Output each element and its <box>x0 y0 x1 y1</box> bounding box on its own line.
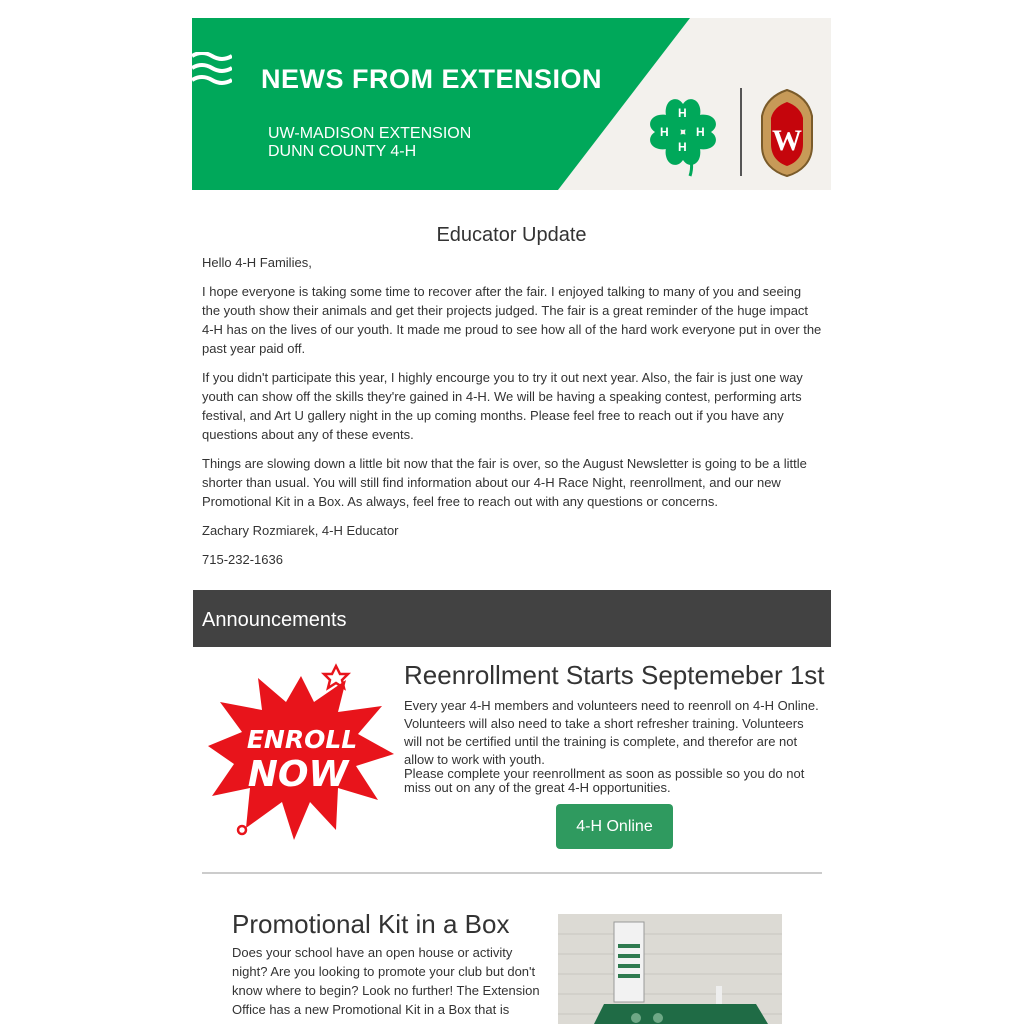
enroll-now-image <box>206 662 396 842</box>
svg-text:H: H <box>678 140 687 154</box>
banner-divider <box>740 88 742 176</box>
enroll-text: ENROLL <box>246 725 358 754</box>
reenrollment-body-1: Every year 4-H members and volunteers need to reenroll on 4-H Online. Volunteers will also need to take a short refresher training. Volunteers will not be certified until the training is complete, and therefor are not allow to work with youth. <box>404 698 819 767</box>
crest-letter: W <box>772 124 802 157</box>
section-divider <box>202 872 822 874</box>
reenrollment-body-2: Please complete your reenrollment as soon as possible so you do not miss out on any of the great 4-H opportunities. <box>404 766 805 795</box>
svg-text:H: H <box>696 125 705 139</box>
svg-text:H: H <box>660 125 669 139</box>
promo-kit-title: Promotional Kit in a Box <box>232 909 510 939</box>
four-h-clover-icon <box>640 88 726 178</box>
banner-subtitle-line1: UW-MADISON EXTENSION <box>268 125 472 142</box>
educator-update-title: Educator Update <box>436 224 587 246</box>
uw-crest-icon <box>757 88 817 178</box>
promo-kit-photo <box>558 914 782 1024</box>
banner-subtitle-line2: DUNN COUNTY 4-H <box>268 143 417 160</box>
waves-icon <box>192 52 232 92</box>
announcements-bar <box>193 590 831 647</box>
educator-paragraph-3: Things are slowing down a little bit now that the fair is over, so the August Newsletter is going to be a little shorter than usual. You will still find information about our 4-H Race Night, reenrollment, and our new Promotional Kit in a Box. As always, feel free to reach out with any questions or concerns. <box>202 456 807 509</box>
banner-title: NEWS FROM EXTENSION <box>261 64 603 94</box>
educator-paragraph-1: I hope everyone is taking some time to recover after the fair. I enjoyed talking to many of you and seeing the youth show their animals and get their projects judged. The fair is a great reminder of the huge impact 4-H has on the lives of our youth. It made me proud to see how all of the hard work everyone put in over the past year paid off. <box>202 284 822 356</box>
promo-photo-drawing <box>558 914 782 1024</box>
announcements-heading: Announcements <box>202 609 347 631</box>
greeting-text: Hello 4-H Families, <box>202 255 312 270</box>
promo-kit-body: Does your school have an open house or activity night? Are you looking to promote your club but don't know where to begin? Look no further! The Extension Office has a new Promotional Kit in a Box that is <box>232 945 540 1017</box>
four-h-online-button[interactable]: 4-H Online <box>556 804 673 849</box>
educator-paragraph-2: If you didn't participate this year, I highly encourge you to try it out next year. Also, the fair is just one way youth can show off the skills they're gained in 4-H. We will be having a speaking contest, performing arts festival, and Art U gallery night in the up coming months. Please feel free to reach out if you have any questions about any of these events. <box>202 370 803 442</box>
banner-green-shape <box>192 18 831 190</box>
reenrollment-title: Reenrollment Starts Septemeber 1st <box>404 660 825 690</box>
educator-signature: Zachary Rozmiarek, 4-H Educator <box>202 523 399 538</box>
educator-phone: 715-232-1636 <box>202 552 283 567</box>
header-banner <box>192 18 831 190</box>
now-text: NOW <box>247 754 349 795</box>
svg-text:H: H <box>678 106 687 120</box>
banner-subtitle <box>268 125 471 161</box>
